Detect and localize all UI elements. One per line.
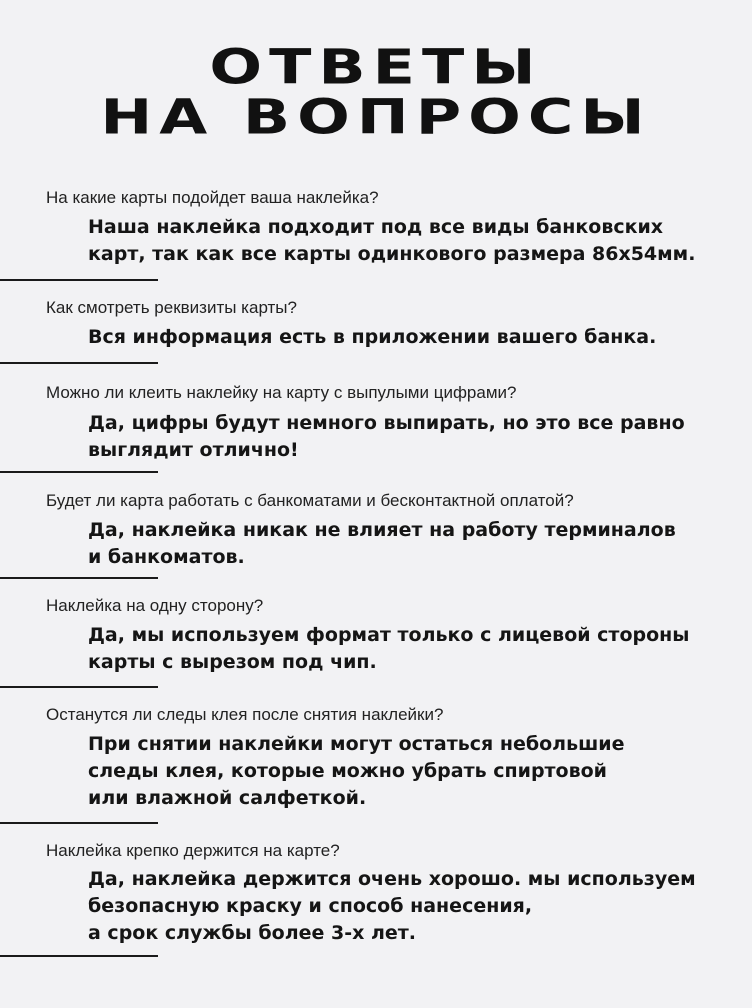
divider bbox=[0, 822, 158, 824]
faq-answer-6-line-2: следы клея, которые можно убрать спиртовой bbox=[88, 760, 607, 782]
faq-answer-6 bbox=[88, 731, 624, 812]
divider bbox=[0, 471, 158, 473]
faq-answer-5-line-2: карты с вырезом под чип. bbox=[88, 651, 377, 673]
faq-answer-2 bbox=[88, 324, 656, 351]
divider bbox=[0, 362, 158, 364]
faq-question-2: Как смотреть реквизиты карты? bbox=[46, 298, 297, 317]
faq-answer-1 bbox=[88, 214, 695, 268]
faq-answer-4-line-1: Да, наклейка никак не влияет на работу терминалов bbox=[88, 519, 676, 541]
faq-question-7: Наклейка крепко держится на карте? bbox=[46, 841, 340, 860]
faq-answer-3 bbox=[88, 410, 685, 464]
divider bbox=[0, 577, 158, 579]
faq-answer-4 bbox=[88, 517, 676, 571]
faq-answer-7-line-1: Да, наклейка держится очень хорошо. мы используем bbox=[88, 868, 696, 890]
faq-answer-1-line-2: карт, так как все карты одинкового размера 86х54мм. bbox=[88, 243, 696, 265]
faq-answer-2-line-1: Вся информация есть в приложении вашего банка. bbox=[88, 326, 657, 348]
faq-question-5: Наклейка на одну сторону? bbox=[46, 596, 264, 615]
faq-answer-1-line-1: Наша наклейка подходит под все виды банковских bbox=[88, 216, 664, 238]
faq-answer-6-line-1: При снятии наклейки могут остаться небольшие bbox=[88, 733, 625, 755]
faq-answer-6-line-3: или влажной салфеткой. bbox=[88, 787, 367, 809]
divider bbox=[0, 279, 158, 281]
divider bbox=[0, 686, 158, 688]
page-title-line-2: НА ВОПРОСЫ bbox=[100, 88, 652, 146]
faq-question-3: Можно ли клеить наклейку на карту с выпулыми цифрами? bbox=[46, 383, 517, 402]
faq-answer-7-line-2: безопасную краску и способ нанесения, bbox=[88, 895, 533, 917]
faq-answer-3-line-2: выглядит отлично! bbox=[88, 439, 299, 461]
faq-question-4: Будет ли карта работать с банкоматами и бесконтактной оплатой? bbox=[46, 491, 574, 510]
faq-answer-7-line-3: а срок службы более 3-х лет. bbox=[88, 922, 417, 944]
faq-answer-5-line-1: Да, мы используем формат только с лицевой стороны bbox=[88, 624, 690, 646]
faq-question-6: Останутся ли следы клея после снятия наклейки? bbox=[46, 705, 444, 724]
faq-answer-7 bbox=[88, 866, 696, 947]
faq-answer-4-line-2: и банкоматов. bbox=[88, 546, 245, 568]
faq-answer-3-line-1: Да, цифры будут немного выпирать, но это все равно bbox=[88, 412, 685, 434]
page-title-line-1: ОТВЕТЫ bbox=[209, 38, 543, 96]
faq-answer-5 bbox=[88, 622, 689, 676]
divider bbox=[0, 955, 158, 957]
faq-question-1: На какие карты подойдет ваша наклейка? bbox=[46, 188, 379, 207]
